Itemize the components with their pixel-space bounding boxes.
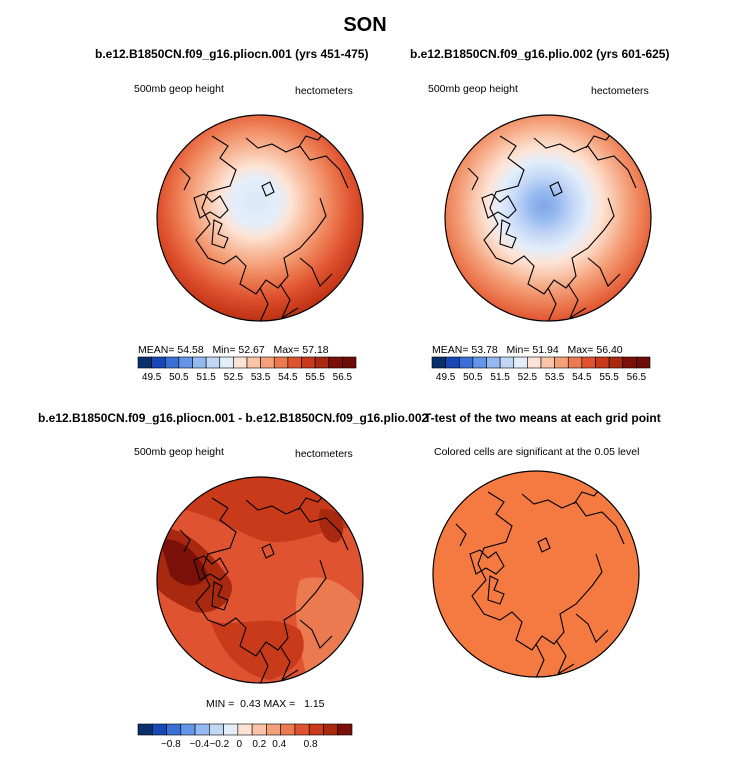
panel2-colorbar-tick-label: 54.5 bbox=[572, 372, 592, 383]
panel1-colorbar-color-box bbox=[179, 357, 193, 368]
panel1-colorbar-color-box bbox=[288, 357, 302, 368]
panel1-colorbar-tick-label: 53.5 bbox=[250, 372, 271, 383]
panel2-units-label: hectometers bbox=[591, 85, 649, 97]
panel2-stats: MEAN= 53.78 Min= 51.94 Max= 56.40 bbox=[432, 344, 623, 356]
panel2-colorbar-tick-label: 52.5 bbox=[517, 372, 538, 383]
panel1-colorbar-tick-label: 56.5 bbox=[332, 372, 353, 383]
panel3-colorbar-color-box bbox=[152, 724, 166, 735]
panel3-colorbar-color-box bbox=[224, 724, 238, 735]
panel2-colorbar-color-box bbox=[555, 357, 569, 368]
panel1-colorbar-color-box bbox=[193, 357, 207, 368]
panel1-title: b.e12.B1850CN.f09_g16.pliocn.001 (yrs 451-475) bbox=[95, 47, 369, 61]
panel2-colorbar-color-box bbox=[636, 357, 650, 368]
panel2-colorbar-color-box bbox=[541, 357, 555, 368]
panel4-significance-label: Colored cells are significant at the 0.05 level bbox=[434, 446, 640, 458]
panel3-colorbar-color-box bbox=[281, 724, 295, 735]
panel3-colorbar-color-box bbox=[266, 724, 280, 735]
panel1-colorbar-tick-label: 50.5 bbox=[169, 372, 189, 383]
panel3-colorbar-color-box bbox=[209, 724, 223, 735]
panel1-colorbar-color-box bbox=[220, 357, 234, 368]
panel3-colorbar-tick-label: 0 bbox=[236, 739, 243, 750]
panel2-colorbar-tick-label: 49.5 bbox=[435, 372, 456, 383]
panel1-colorbar-color-box bbox=[302, 357, 316, 368]
panel2-colorbar bbox=[432, 357, 650, 383]
panel2-polar-map bbox=[438, 108, 658, 328]
panel2-colorbar-color-box bbox=[500, 357, 514, 368]
panel1-colorbar-color-box bbox=[315, 357, 329, 368]
panel1-units-label: hectometers bbox=[295, 85, 353, 97]
panel3-colorbar-tick-label: 0.2 bbox=[252, 739, 267, 750]
panel1-colorbar-color-box bbox=[165, 357, 179, 368]
panel1-colorbar-color-box bbox=[206, 357, 220, 368]
panel2-colorbar-color-box bbox=[432, 357, 446, 368]
panel1-colorbar-color-box bbox=[261, 357, 275, 368]
panel3-colorbar-tick-label: −0.4 bbox=[189, 739, 210, 750]
panel3-colorbar-color-box bbox=[238, 724, 252, 735]
panel1-colorbar-tick-label: 55.5 bbox=[305, 372, 325, 383]
panel2-colorbar-tick-label: 53.5 bbox=[544, 372, 565, 383]
panel4-significance-fill bbox=[433, 471, 639, 677]
panel2-title: b.e12.B1850CN.f09_g16.plio.002 (yrs 601-625) bbox=[410, 47, 670, 61]
panel1-field-label: 500mb geop height bbox=[134, 83, 224, 95]
panel2-colorbar-color-box bbox=[582, 357, 596, 368]
panel3-colorbar-color-box bbox=[181, 724, 195, 735]
panel2-colorbar-color-box bbox=[568, 357, 582, 368]
panel2-colorbar-color-box bbox=[487, 357, 501, 368]
panel3-colorbar-color-box bbox=[323, 724, 337, 735]
panel1-colorbar-tick-label: 52.5 bbox=[223, 372, 244, 383]
panel2-colorbar-color-box bbox=[514, 357, 528, 368]
panel2-colorbar-tick-label: 55.5 bbox=[599, 372, 619, 383]
panel1-colorbar-color-box bbox=[329, 357, 343, 368]
panel1-colorbar-color-box bbox=[274, 357, 288, 368]
panel3-colorbar-tick-label: −0.2 bbox=[209, 739, 230, 750]
panel3-units-label: hectometers bbox=[295, 448, 353, 460]
panel2-colorbar-tick-label: 56.5 bbox=[626, 372, 647, 383]
panel2-field-fill bbox=[445, 115, 651, 321]
panel1-colorbar-tick-label: 54.5 bbox=[278, 372, 298, 383]
panel1-colorbar-color-box bbox=[138, 357, 152, 368]
panel2-colorbar-color-box bbox=[596, 357, 610, 368]
panel2-colorbar-tick-label: 51.5 bbox=[490, 372, 510, 383]
panel2-field-label: 500mb geop height bbox=[428, 83, 518, 95]
panel3-colorbar-tick-label: −0.8 bbox=[160, 739, 181, 750]
panel3-title: b.e12.B1850CN.f09_g16.pliocn.001 - b.e12.B1850CN.f09_g16.plio.002 bbox=[38, 411, 429, 425]
panel1-colorbar-tick-label: 49.5 bbox=[141, 372, 162, 383]
panel3-colorbar-color-box bbox=[195, 724, 209, 735]
panel2-colorbar-color-box bbox=[459, 357, 473, 368]
panel2-colorbar-color-box bbox=[473, 357, 487, 368]
panel1-colorbar-tick-label: 51.5 bbox=[196, 372, 216, 383]
panel3-colorbar-color-box bbox=[167, 724, 181, 735]
panel1-colorbar-color-box bbox=[247, 357, 261, 368]
panel2-colorbar-color-box bbox=[446, 357, 460, 368]
panel3-colorbar-tick-label: 0.4 bbox=[272, 739, 287, 750]
panel2-colorbar-tick-label: 50.5 bbox=[463, 372, 483, 383]
figure-title: SON bbox=[343, 14, 387, 36]
panel3-colorbar-color-box bbox=[252, 724, 266, 735]
panel3-colorbar-tick-label: 0.8 bbox=[303, 739, 318, 750]
panel3-polar-map bbox=[150, 470, 370, 690]
panel1-stats: MEAN= 54.58 Min= 52.67 Max= 57.18 bbox=[138, 344, 329, 356]
panel1-colorbar-color-box bbox=[152, 357, 166, 368]
panel1-colorbar-color-box bbox=[233, 357, 247, 368]
panel4-title: T-test of the two means at each grid point bbox=[424, 411, 661, 425]
panel1-colorbar-color-box bbox=[342, 357, 356, 368]
panel1-polar-map bbox=[150, 108, 370, 328]
panel3-colorbar-color-box bbox=[338, 724, 352, 735]
panel3-colorbar-color-box bbox=[295, 724, 309, 735]
panel3-stats: MIN = 0.43 MAX = 1.15 bbox=[206, 698, 325, 710]
panel2-colorbar-color-box bbox=[609, 357, 623, 368]
panel4-polar-map bbox=[426, 464, 646, 684]
panel3-field-label: 500mb geop height bbox=[134, 446, 224, 458]
panel1-colorbar bbox=[138, 357, 356, 383]
panel3-colorbar-color-box bbox=[138, 724, 152, 735]
panel3-colorbar bbox=[138, 724, 352, 750]
panel2-colorbar-color-box bbox=[527, 357, 541, 368]
panel1-field-fill bbox=[157, 115, 363, 321]
panel3-colorbar-color-box bbox=[309, 724, 323, 735]
panel2-colorbar-color-box bbox=[623, 357, 637, 368]
